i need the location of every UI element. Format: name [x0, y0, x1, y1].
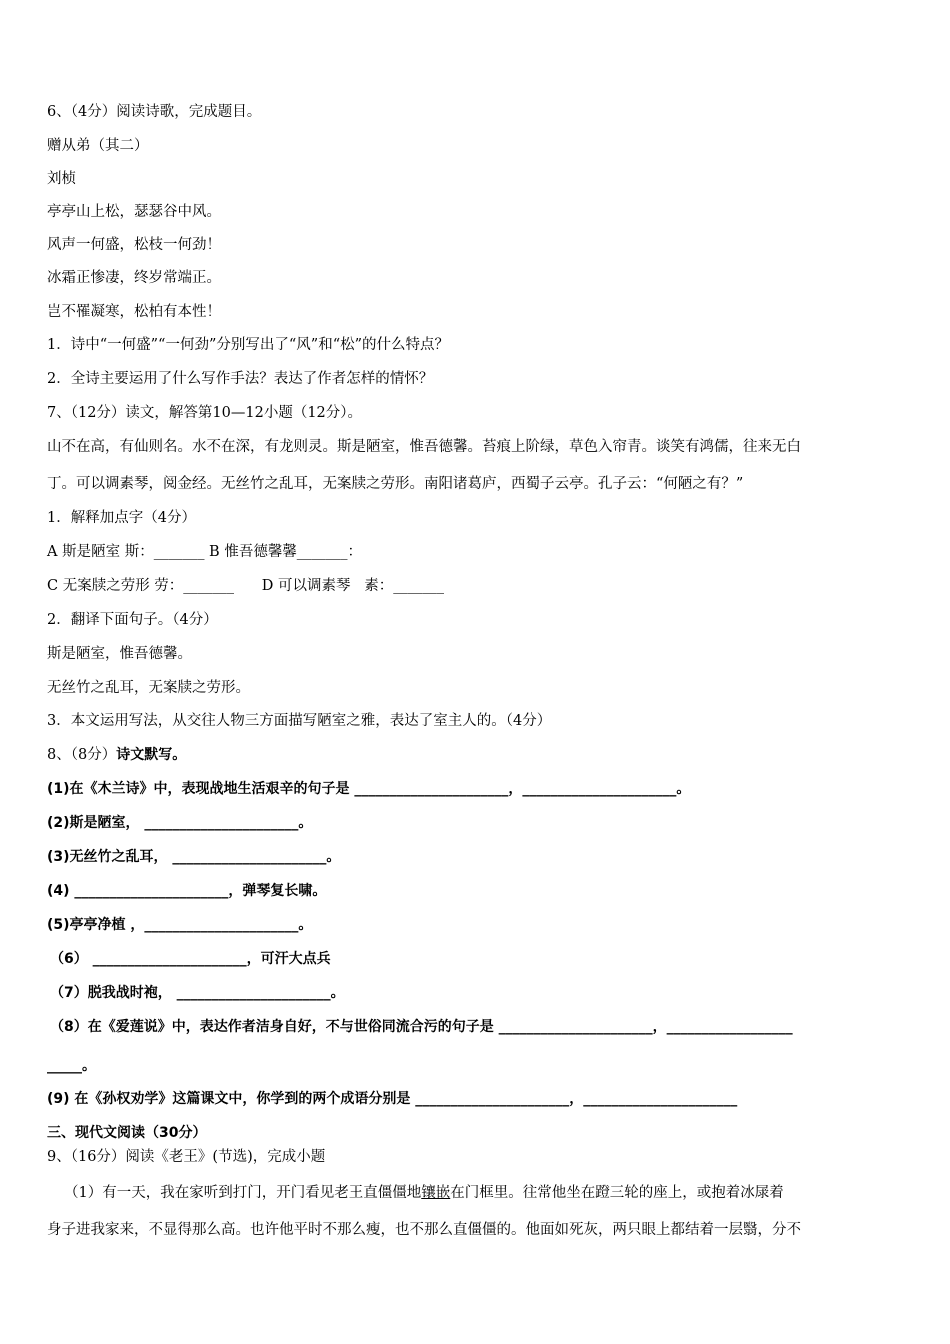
fill-item-continued: _____。 — [47, 1058, 96, 1074]
poem-line: 岂不罹凝寒，松柏有本性！ — [47, 304, 221, 320]
sub-question: A 斯是陋室 斯：_______ B 惟吾德馨馨_______： — [47, 544, 363, 560]
passage-line: 身子进我家来，不显得那么高。也许他平时不那么瘦，也不那么直僵僵的。他面如死灰，两只眼上都结着一层翳，分不 — [47, 1222, 801, 1238]
poem-title: 赠从弟（其二） — [47, 138, 149, 154]
fill-item: (3)无丝竹之乱耳， ______________________。 — [47, 849, 341, 865]
sub-question: 斯是陋室，惟吾德馨。 — [47, 646, 192, 662]
question-title: 9、（16分）阅读《老王》(节选)，完成小题 — [47, 1149, 326, 1165]
poem-line: 亭亭山上松，瑟瑟谷中风。 — [47, 204, 221, 220]
section-heading: 三、现代文阅读（30分） — [47, 1125, 207, 1141]
fill-item: （6） ______________________，可汗大点兵 — [50, 951, 331, 967]
question-title: 6、（4分）阅读诗歌，完成题目。 — [47, 104, 262, 120]
underlined-word: 镶嵌 — [421, 1185, 451, 1201]
passage-line: 丁。可以调素琴，阅金经。无丝竹之乱耳，无案牍之劳形。南阳诸葛庐，西蜀子云亭。孔子云：“何陋之有？” — [47, 476, 744, 492]
question-title: 7、（12分）读文，解答第10—12小题（12分）。 — [47, 405, 363, 421]
sub-question: 2．翻译下面句子。（4分） — [47, 612, 218, 628]
fill-item: （8）在《爱莲说》中，表达作者洁身自好，不与世俗同流合污的句子是 ______________________，__________________ — [50, 1019, 793, 1035]
fill-item: (9) 在《孙权劝学》这篇课文中，你学到的两个成语分别是 ______________________，______________________ — [47, 1091, 738, 1107]
passage-line: 山不在高，有仙则名。水不在深，有龙则灵。斯是陋室，惟吾德馨。苔痕上阶绿，草色入帘青。谈笑有鸿儒，往来无白 — [47, 439, 801, 455]
poem-line: 冰霜正惨凄，终岁常端正。 — [47, 270, 221, 286]
fill-item: (5)亭亭净植 ，______________________。 — [47, 917, 313, 933]
title-prefix: 8、（8分） — [47, 747, 117, 763]
fill-item: (1)在《木兰诗》中，表现战地生活艰辛的句子是 ______________________，______________________。 — [47, 781, 691, 797]
fill-item: (2)斯是陋室， ______________________。 — [47, 815, 313, 831]
poem-author: 刘桢 — [47, 171, 76, 187]
fill-item: （7）脱我战时袍， ______________________。 — [50, 985, 345, 1001]
title-bold: 诗文默写。 — [116, 747, 187, 763]
question-title — [47, 746, 186, 764]
sub-question: C 无案牍之劳形 劳：_______ D 可以调素琴 素：_______ — [47, 578, 445, 594]
text: 在门框里。往常他坐在蹬三轮的座上，或抱着冰㞗着 — [450, 1185, 784, 1201]
sub-question: 1．解释加点字（4分） — [47, 510, 196, 526]
poem-line: 风声一何盛，松枝一何劲！ — [47, 237, 221, 253]
fill-item: (4) ______________________，弹琴复长啸。 — [47, 883, 327, 899]
sub-question: 2．全诗主要运用了什么写作手法？表达了作者怎样的情怀？ — [47, 371, 434, 387]
passage-line — [64, 1184, 784, 1202]
sub-question: 1．诗中“一何盛”“一何劲”分别写出了“风”和“松”的什么特点？ — [47, 337, 450, 353]
sub-question: 3．本文运用写法，从交往人物三方面描写陋室之雅，表达了室主人的。（4分） — [47, 713, 552, 729]
sub-question: 无丝竹之乱耳，无案牍之劳形。 — [47, 680, 250, 696]
text: （1）有一天，我在家听到打门，开门看见老王直僵僵地 — [64, 1185, 422, 1201]
